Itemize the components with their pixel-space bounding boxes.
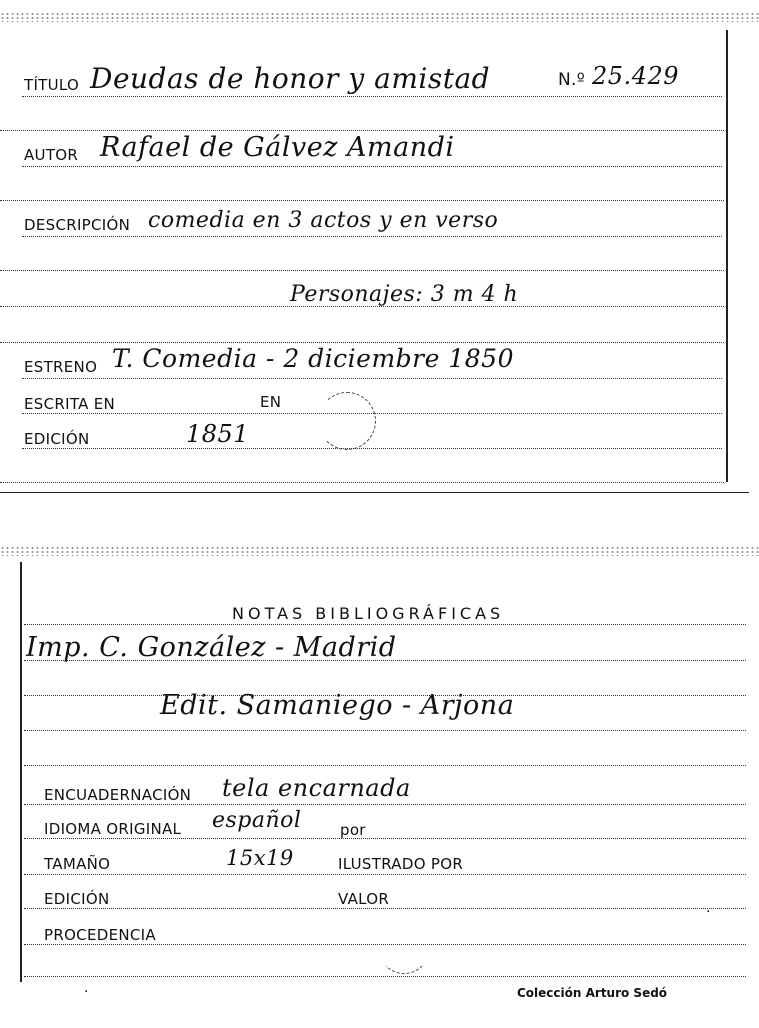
- idioma-value: español: [212, 808, 302, 833]
- encuadernacion-label: ENCUADERNACIÓN: [44, 786, 192, 804]
- estreno-value: T. Comedia - 2 diciembre 1850: [112, 344, 514, 373]
- escrita-en-label: ESCRITA EN: [24, 395, 116, 413]
- edicion-label: EDICIÓN: [24, 430, 90, 448]
- rule-line: [24, 908, 746, 909]
- tamano-value: 15x19: [226, 846, 294, 870]
- valor-label: VALOR: [338, 890, 390, 908]
- ilustrado-label: ILUSTRADO POR: [338, 855, 464, 873]
- dot-mark: ·: [706, 904, 711, 920]
- card2-left-border: [20, 562, 22, 982]
- rule-line: [24, 976, 746, 977]
- rule-line: [24, 804, 746, 805]
- numero-value: 25.429: [592, 62, 679, 90]
- procedencia-label: PROCEDENCIA: [44, 926, 156, 944]
- rule-line: [24, 765, 746, 766]
- note-line-1: Imp. C. González - Madrid: [26, 632, 397, 663]
- autor-label: AUTOR: [24, 146, 79, 164]
- idioma-label: IDIOMA ORIGINAL: [44, 820, 182, 838]
- por-label: por: [340, 821, 366, 839]
- titulo-value: Deudas de honor y amistad: [90, 62, 491, 95]
- tamano-label: TAMAÑO: [44, 855, 111, 873]
- stamp-arc-mark: [378, 922, 430, 974]
- rule-line: [24, 624, 746, 625]
- autor-value: Rafael de Gálvez Amandi: [100, 132, 455, 163]
- collection-footer: Colección Arturo Sedó: [517, 986, 668, 1000]
- estreno-label: ESTRENO: [24, 358, 98, 376]
- dot-mark: ·: [84, 984, 89, 1000]
- rule-line: [24, 838, 746, 839]
- rule-line: [24, 730, 746, 731]
- encuadernacion-value: tela encarnada: [222, 774, 411, 802]
- en-label: EN: [260, 393, 282, 411]
- note-line-2: Edit. Samaniego - Arjona: [160, 690, 515, 721]
- rule-line: [24, 660, 746, 661]
- descripcion-value: comedia en 3 actos y en verso: [148, 208, 499, 233]
- numero-label: N.º: [558, 70, 586, 90]
- titulo-label: TÍTULO: [24, 76, 80, 94]
- notas-heading: NOTAS BIBLIOGRÁFICAS: [232, 604, 505, 623]
- rule-line: [24, 874, 746, 875]
- rule-line: [24, 695, 746, 696]
- descripcion-label: DESCRIPCIÓN: [24, 216, 131, 234]
- edicion-value: 1851: [186, 420, 250, 448]
- personajes-value: Personajes: 3 m 4 h: [290, 282, 519, 307]
- edicion2-label: EDICIÓN: [44, 890, 110, 908]
